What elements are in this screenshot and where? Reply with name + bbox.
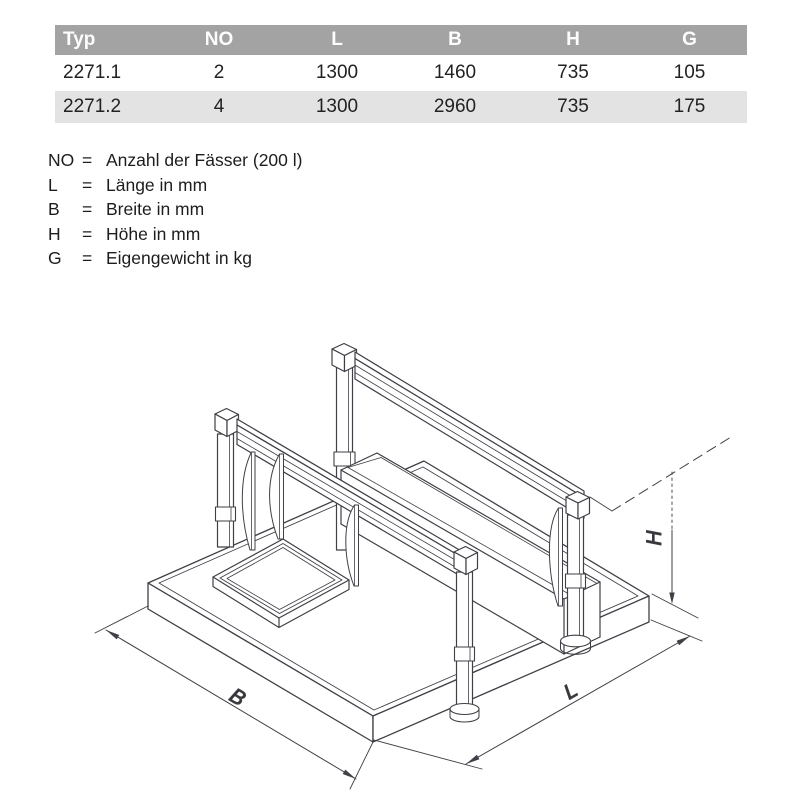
cell-typ: 2271.2 [55,91,160,123]
dim-l-label: L [559,678,582,705]
legend-text: Länge in mm [106,174,208,195]
dim-h-label: H [643,530,666,546]
front-left-post [215,409,239,548]
legend-item [48,197,302,222]
technical-drawing [0,330,800,800]
post-foot-flange [450,704,479,715]
col-header-g: G [632,25,747,55]
isometric-drum-rack-drawing [0,330,800,800]
legend-item [48,222,302,247]
saddle-plate-left [242,452,255,550]
legend-key: L [48,174,58,195]
cell-typ: 2271.1 [55,57,160,89]
legend-text: Höhe in mm [106,223,201,244]
legend-text: Eigengewicht in kg [106,248,252,269]
legend-text: Breite in mm [106,199,205,220]
saddle-plate-center [270,454,284,539]
legend-key: G [48,248,62,269]
legend-key: B [48,199,60,220]
dim-b-label: B [225,683,250,711]
equals-sign: = [82,223,93,244]
table-row [55,91,747,123]
cell-b: 1460 [396,57,514,89]
cell-l: 1300 [278,91,396,123]
equals-sign: = [82,174,93,195]
legend-key: NO [48,150,75,170]
col-header-no: NO [160,25,278,55]
col-header-b: B [396,25,514,55]
col-header-typ: Typ [55,25,160,55]
cell-g: 175 [632,91,747,123]
spec-table [55,23,747,125]
cell-no: 4 [160,91,278,123]
equals-sign: = [82,248,93,269]
equals-sign: = [82,199,93,220]
table-row [55,57,747,89]
spec-table-header-row [55,25,747,55]
cell-no: 2 [160,57,278,89]
abbreviation-legend [48,148,302,271]
legend-key: H [48,223,61,244]
col-header-h: H [514,25,632,55]
cell-h: 735 [514,91,632,123]
legend-item [48,173,302,198]
legend-item [48,148,302,173]
cell-h: 735 [514,57,632,89]
legend-item [48,246,302,271]
cell-g: 105 [632,57,747,89]
cell-b: 2960 [396,91,514,123]
legend-text: Anzahl der Fässer (200 l) [106,150,303,170]
equals-sign: = [82,150,93,170]
col-header-l: L [278,25,396,55]
post-foot-flange [561,635,591,647]
cell-l: 1300 [278,57,396,89]
